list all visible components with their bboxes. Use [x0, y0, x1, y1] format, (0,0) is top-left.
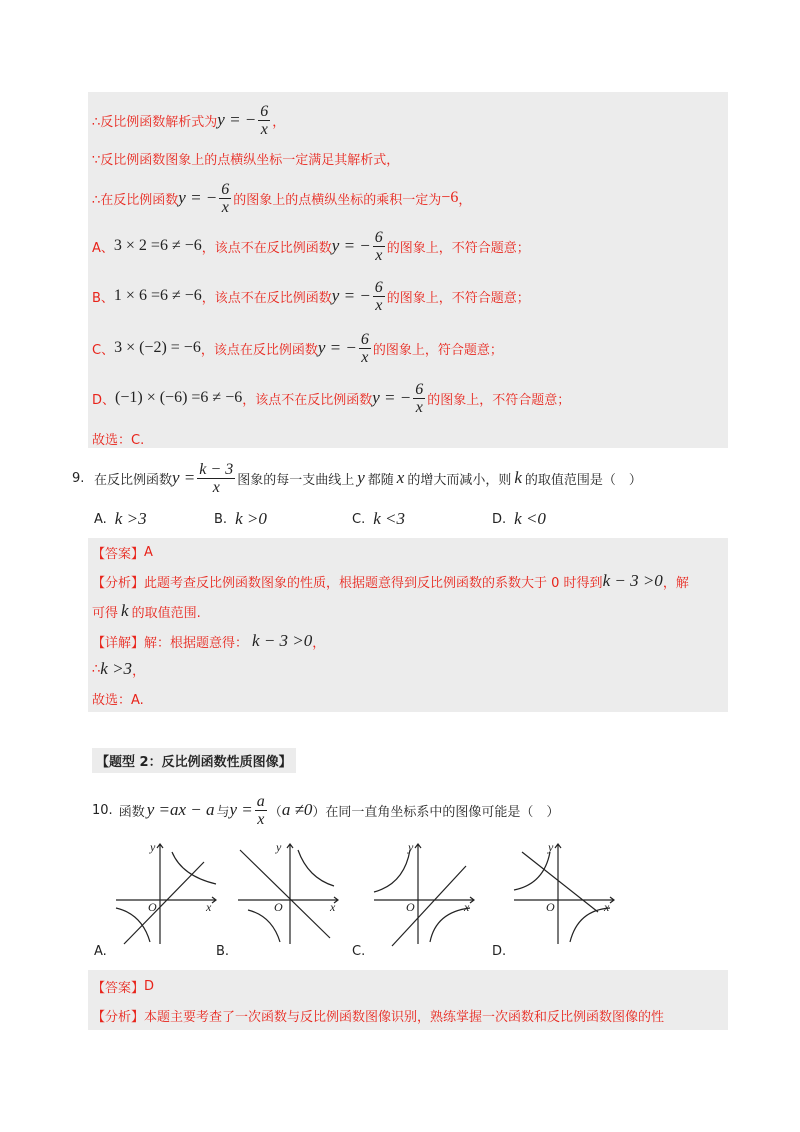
q9-choose: 故选：A. — [92, 692, 144, 708]
graph-d-x-label: x — [604, 900, 610, 914]
graph-c-x-label: x — [464, 900, 470, 914]
sol8-option-a: A、 3 × 2 =6 ≠ −6 ，该点不在反比例函数 y = − $\frac{6}{x}$ 的图象上，不符合题意； — [92, 228, 530, 264]
q9-option-d[interactable]: D. k <0 — [492, 509, 546, 528]
graph-b-y-label: y — [276, 840, 282, 854]
q9-option-a[interactable]: A. k >3 — [94, 509, 147, 528]
q10-option-b[interactable]: B. — [216, 944, 230, 959]
math-expr: y = − — [217, 110, 257, 129]
question-9: 9. 在反比例函数 y = $\frac{k - 3}{x}$ 图象的每一支曲线上 y 都随 x 的增大而减小，则 k 的取值范围是（ ） — [72, 460, 642, 496]
sol8-option-b: B、 1 × 6 =6 ≠ −6 ，该点不在反比例函数 y = − $\frac{6}{x}$ 的图象上，不符合题意； — [92, 278, 530, 314]
sol8-line2: ∵反比例函数图象上的点横纵坐标一定满足其解析式， — [92, 152, 400, 168]
q10-answer: 【答案】 D — [92, 978, 155, 996]
graph-b-origin-label: O — [274, 900, 283, 914]
q10-option-a[interactable]: A. — [94, 944, 107, 959]
graph-c-y-label: y — [408, 840, 414, 854]
q9-analysis-2: 可得 k 的取值范围. — [92, 601, 201, 621]
solution-block-q9 — [88, 538, 728, 712]
graph-b-x-label: x — [330, 900, 336, 914]
fraction-6-over-x: $\frac{6}{x}$ — [260, 102, 269, 138]
question-10: 10. 函数 y =ax − a 与 y = $\frac{a}{x}$ （ a ≠0 ）在同一直角坐标系中的图像可能是（ ） — [92, 792, 560, 828]
fraction-6-over-x: $\frac{6}{x}$ — [221, 180, 230, 216]
graph-d-origin-label: O — [546, 900, 555, 914]
graph-d[interactable] — [510, 838, 622, 950]
hyperbola-branch-2 — [116, 908, 150, 942]
sol8-option-c: C、 3 × (−2) = −6 ，该点在反比例函数 y = − $\frac{6}{x}$ 的图象上，符合题意； — [92, 330, 503, 366]
q10-option-c[interactable]: C. — [352, 944, 366, 959]
graph-d-y-label: y — [548, 840, 554, 854]
graph-a-y-label: y — [150, 840, 156, 854]
sol8-line1: ∴反比例函数解析式为 y = − $\frac{6}{x}$ ， — [92, 102, 286, 138]
q9-answer: 【答案】 A — [92, 544, 153, 562]
graph-b[interactable] — [234, 838, 346, 950]
graph-c[interactable] — [370, 838, 482, 950]
q9-option-b[interactable]: B. k >0 — [214, 509, 267, 528]
sol8-choose: 故选：C. — [92, 432, 145, 448]
hyperbola-branch-1 — [172, 852, 216, 884]
q9-detail: 【详解】 解：根据题意得： k − 3 >0 ， — [92, 631, 326, 651]
q9-detail-2: ∴ k >3 ， — [92, 659, 146, 679]
graph-a-origin-label: O — [148, 900, 157, 914]
q10-option-d[interactable]: D. — [492, 944, 507, 959]
graph-c-origin-label: O — [406, 900, 415, 914]
sol8-line3: ∴在反比例函数 y = − $\frac{6}{x}$ 的图象上的点横纵坐标的乘积一定为 −6 ， — [92, 180, 472, 216]
graph-a[interactable] — [112, 838, 224, 950]
q9-analysis: 【分析】 此题考查反比例函数图象的性质，根据题意得到反比例函数的系数大于 0 时得到 k − 3 >0 ，解 — [92, 571, 689, 591]
sol8-option-d: D、 (−1) × (−6) =6 ≠ −6 ，该点不在反比例函数 y = − $\frac{6}{x}$ 的图象上，不符合题意； — [92, 380, 571, 416]
q9-option-c[interactable]: C. k <3 — [352, 509, 405, 528]
graph-a-x-label: x — [206, 900, 212, 914]
section-heading: 【题型 2：反比例函数性质图像】 — [92, 748, 296, 773]
q10-analysis: 【分析】 本题主要考查了一次函数与反比例函数图像识别，熟练掌握一次函数和反比例函数图像的性 — [92, 1009, 665, 1025]
